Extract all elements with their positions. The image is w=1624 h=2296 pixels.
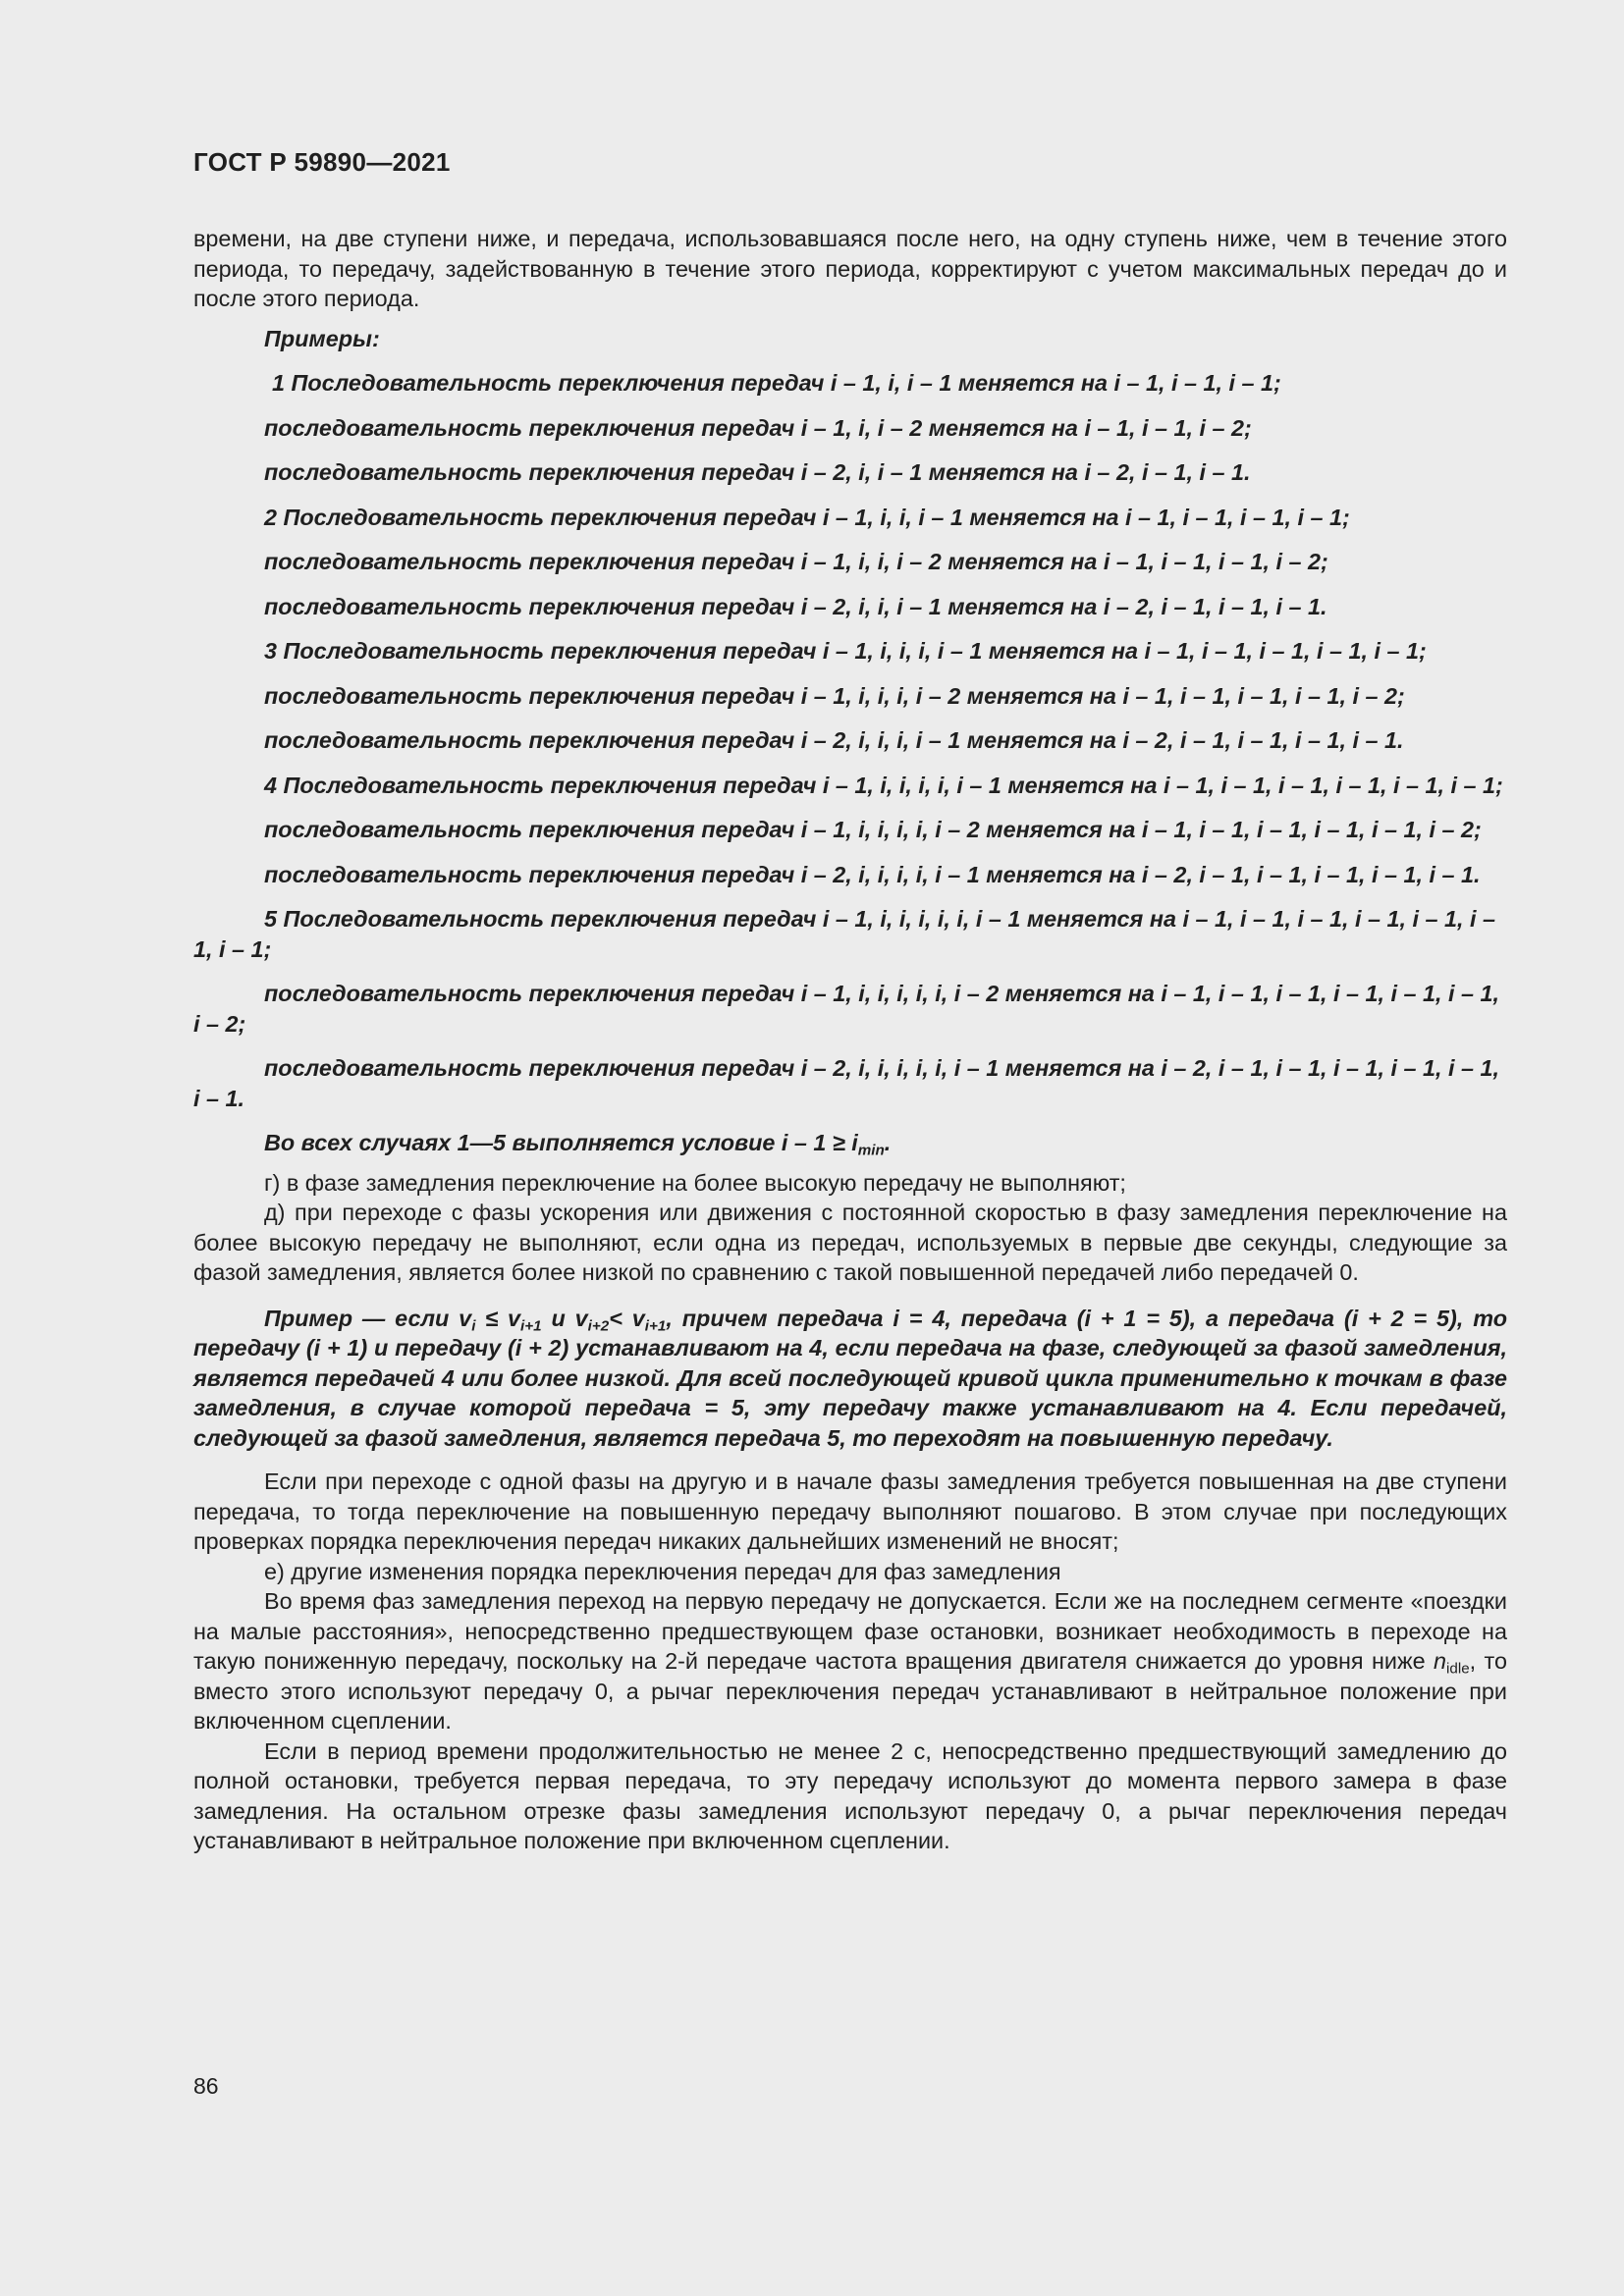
example-line: последовательность переключения передач i – 1, i, i, i, i, i – 2 меняется на i – 1, i – 1, i – 1, i – 1, i – 1, i – 2; xyxy=(264,817,1482,842)
idle-subscript: idle xyxy=(1445,1660,1470,1678)
paragraph-idle-part-b: , то вместо этого используют передачу 0, а рычаг переключения передач устанавливают в нейтральное положение при включенном сцеплении. xyxy=(193,1648,1507,1734)
example-main-sub-4: i+1 xyxy=(644,1317,667,1335)
example-line: последовательность переключения передач i – 2, i, i, i, i, i – 1 меняется на i – 2, i – 1, i – 1, i – 1, i – 1, i – 1. xyxy=(264,861,1481,887)
list-item-g: г) в фазе замедления переключение на более высокую передачу не выполняют; xyxy=(264,1169,1126,1196)
example-main-part-c: и v xyxy=(541,1305,588,1331)
example-line: 5 Последовательность переключения передач i – 1, i, i, i, i, i, i – 1 меняется на i – 1, i – 1, i – 1, i – 1, i – 1, i – 1, i – 1; xyxy=(193,906,1496,962)
example-main-part-a: Пример — если v xyxy=(264,1305,472,1331)
example-main-sub-2: i+1 xyxy=(520,1317,542,1335)
paragraph-last: Если в период времени продолжительностью не менее 2 с, непосредственно предшествующий замедлению до полной остановки, требуется первая передача, то эту передачу используют до момента первого замера в фазе замедления. На остальном отрезке фазы замедления используют передачу 0, а рычаг переключения передач устанавливают в нейтральное положение при включенном сцеплении. xyxy=(193,1737,1507,1853)
example-line: 4 Последовательность переключения передач i – 1, i, i, i, i, i – 1 меняется на i – 1, i – 1, i – 1, i – 1, i – 1, i – 1; xyxy=(264,772,1503,798)
example-main-part-b: ≤ v xyxy=(475,1305,521,1331)
page-number: 86 xyxy=(193,2073,219,2099)
example-line: 1 Последовательность переключения передач i – 1, i, i – 1 меняется на i – 1, i – 1, i – 1; xyxy=(272,370,1281,396)
example-main-paragraph xyxy=(193,1304,1507,1454)
condition-line xyxy=(193,1128,1507,1158)
example-line: 3 Последовательность переключения передач i – 1, i, i, i, i – 1 меняется на i – 1, i – 1, i – 1, i – 1, i – 1; xyxy=(264,638,1427,664)
example-line: последовательность переключения передач i – 1, i, i, i, i – 2 меняется на i – 1, i – 1, i – 1, i – 1, i – 2; xyxy=(264,682,1405,709)
condition-end: . xyxy=(884,1130,892,1155)
body-text xyxy=(193,224,1507,1856)
example-main-sub-3: i+2 xyxy=(587,1317,610,1335)
page-header-title: ГОСТ Р 59890—2021 xyxy=(193,147,451,177)
example-line: последовательность переключения передач i – 1, i, i, i, i, i, i – 2 меняется на i – 1, i – 1, i – 1, i – 1, i – 1, i – 1, i – 2; xyxy=(193,981,1499,1037)
example-line: последовательность переключения передач i – 1, i, i, i – 2 меняется на i – 1, i – 1, i – 1, i – 2; xyxy=(264,549,1328,574)
condition-text: Во всех случаях 1—5 выполняется условие i – 1 ≥ i xyxy=(264,1130,858,1155)
example-main-sub-1: i xyxy=(471,1317,476,1335)
idle-n-symbol: n xyxy=(1433,1648,1446,1674)
example-line: последовательность переключения передач i – 2, i, i, i, i, i, i – 1 меняется на i – 2, i – 1, i – 1, i – 1, i – 1, i – 1, i – 1. xyxy=(193,1055,1499,1111)
list-item-e: е) другие изменения порядка переключения передач для фаз замедления xyxy=(264,1558,1061,1584)
paragraph-idle xyxy=(193,1586,1507,1736)
example-line: последовательность переключения передач i – 1, i, i – 2 меняется на i – 1, i – 1, i – 2; xyxy=(264,414,1252,441)
example-line: последовательность переключения передач i – 2, i, i, i, i – 1 меняется на i – 2, i – 1, i – 1, i – 1, i – 1. xyxy=(264,727,1404,753)
example-line: 2 Последовательность переключения передач i – 1, i, i, i – 1 меняется на i – 1, i – 1, i – 1, i – 1; xyxy=(264,504,1350,530)
example-main-part-d: < v xyxy=(609,1305,645,1331)
example-line: последовательность переключения передач i – 2, i, i, i – 1 меняется на i – 2, i – 1, i – 1, i – 1. xyxy=(264,593,1327,619)
paragraph-shift-up: Если при переходе с одной фазы на другую и в начале фазы замедления требуется повышенная на две ступени передача, то тогда переключение на повышенную передачу выполняют пошагово. В этом случае при последующих проверках порядка переключения передач никаких дальнейших изменений не вносят; xyxy=(193,1468,1507,1554)
condition-subscript: min xyxy=(857,1142,885,1159)
paragraph-idle-part-a: Во время фаз замедления переход на первую передачу не допускается. Если же на последнем сегменте «поездки на малые расстояния», непосредственно предшествующем фазе остановки, возникает необходимость в переходе на такую пониженную передачу, поскольку на 2-й передаче частота вращения двигателя снижается до уровня ниже xyxy=(193,1588,1507,1674)
intro-paragraph: времени, на две ступени ниже, и передача, использовавшаяся после него, на одну ступень ниже, чем в течение этого периода, то передачу, задействованную в течение этого периода, корректируют с учетом максимальных передач до и после этого периода. xyxy=(193,226,1507,311)
example-line: последовательность переключения передач i – 2, i, i – 1 меняется на i – 2, i – 1, i – 1. xyxy=(264,459,1251,485)
list-item-d: д) при переходе с фазы ускорения или движения с постоянной скоростью в фазу замедления переключение на более высокую передачу не выполняют, если одна из передач, используемых в первые две секунды, следующие за фазой замедления, является более низкой по сравнению с такой повышенной передачей либо передачей 0. xyxy=(193,1200,1507,1285)
example-main-part-e: , причем передача i = 4, передача (i + 1 = 5), а передача (i + 2 = 5), то передачу (i + 1) и передачу (i + 2) устанавливают на 4, если передача на фазе, следующей за фазой замедления, является передачей 4 или более низкой. Для всей последующей кривой цикла применительно к точкам в фазе замедления, в случае которой передача = 5, эту передачу также устанавливают на 4. Если передачей, следующей за фазой замедления, является передача 5, то переходят на повышенную передачу. xyxy=(193,1305,1508,1451)
examples-heading: Примеры: xyxy=(264,325,380,351)
